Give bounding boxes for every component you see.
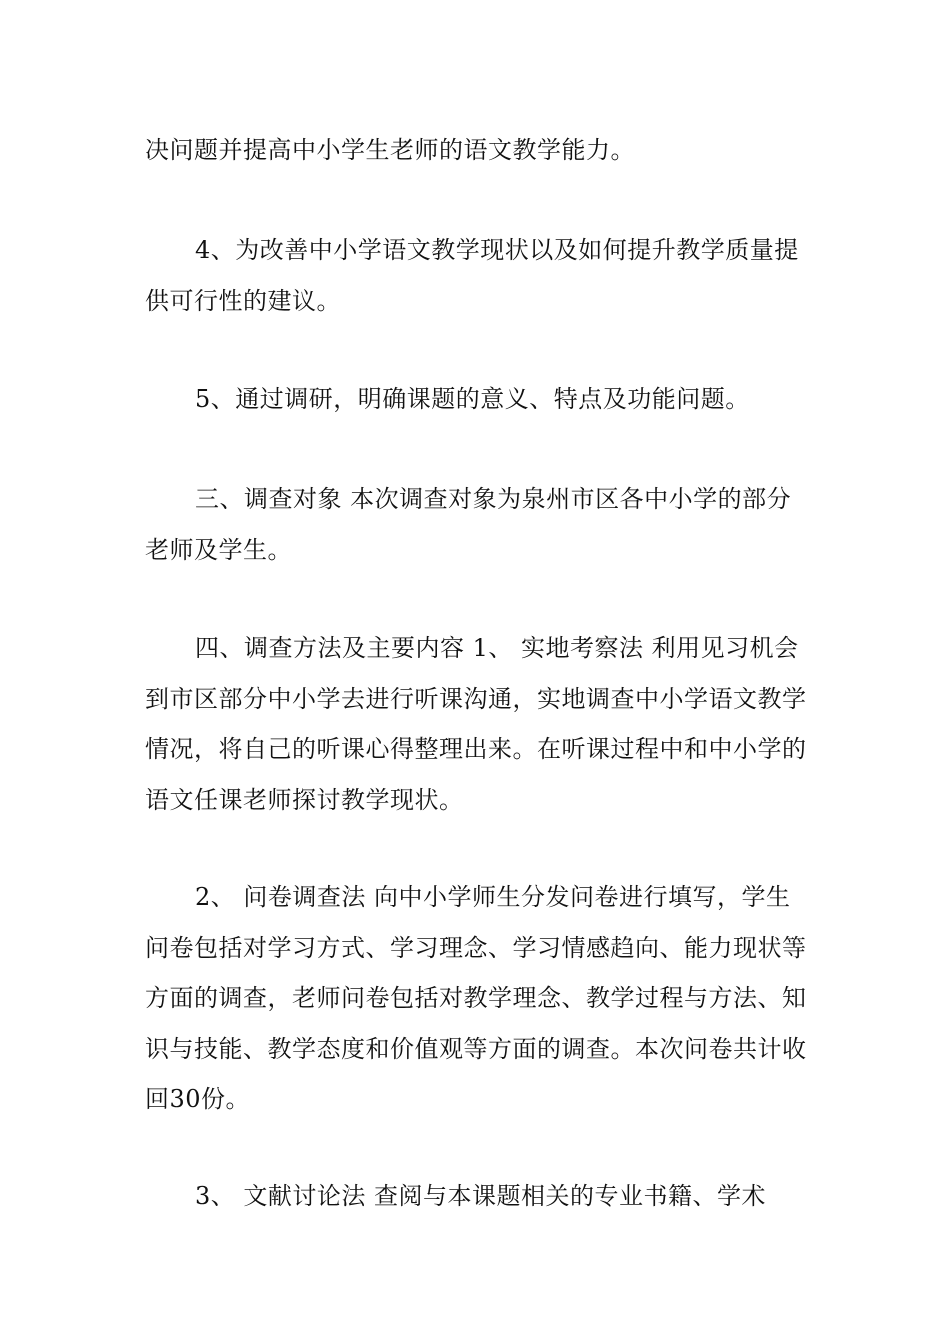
paragraph-section-3: 三、调查对象 本次调查对象为泉州市区各中小学的部分老师及学生。 — [145, 485, 792, 564]
paragraph-item-4: 4、为改善中小学语文教学现状以及如何提升教学质量提供可行性的建议。 — [145, 236, 799, 315]
paragraph-method-3: 3、 文献讨论法 查阅与本课题相关的专业书籍、学术 — [195, 1182, 767, 1210]
paragraph-continuation: 决问题并提高中小学生老师的语文教学能力。 — [145, 136, 635, 164]
paragraph-item-5: 5、通过调研，明确课题的意义、特点及功能问题。 — [195, 385, 750, 413]
paragraph-method-2: 2、 问卷调查法 向中小学师生分发问卷进行填写，学生问卷包括对学习方式、学习理念、学习情感趋向、能力现状等方面的调查，老师问卷包括对教学理念、教学过程与方法、知识与技能、教学态度和价值观等方面的调查。本次问卷共计收回30份。 — [145, 883, 807, 1113]
paragraph-section-4: 四、调查方法及主要内容 1、 实地考察法 利用见习机会到市区部分中小学去进行听课沟通，实地调查中小学语文教学情况，将自己的听课心得整理出来。在听课过程中和中小学的语文任课老师探讨教学现状。 — [145, 634, 807, 814]
